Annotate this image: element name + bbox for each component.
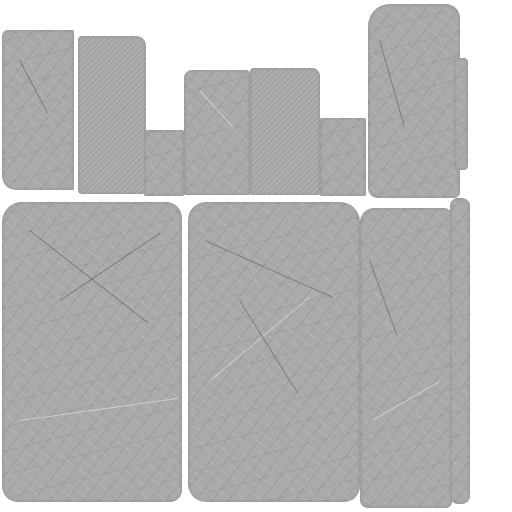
uv-island-sliver-1 [454,58,468,170]
uv-island-top-tall [368,4,460,198]
uv-island-small-1 [144,130,184,196]
uv-island-top-2 [78,36,146,194]
uv-island-sliver-2 [450,198,470,504]
uv-island-top-3 [184,70,250,195]
uv-island-bottom-3 [360,208,452,508]
uv-island-bottom-1 [2,202,182,502]
uv-island-top-4 [250,68,320,195]
uv-island-small-2 [320,118,366,196]
uv-island-top-1 [2,30,74,190]
uv-island-bottom-2 [188,202,360,502]
